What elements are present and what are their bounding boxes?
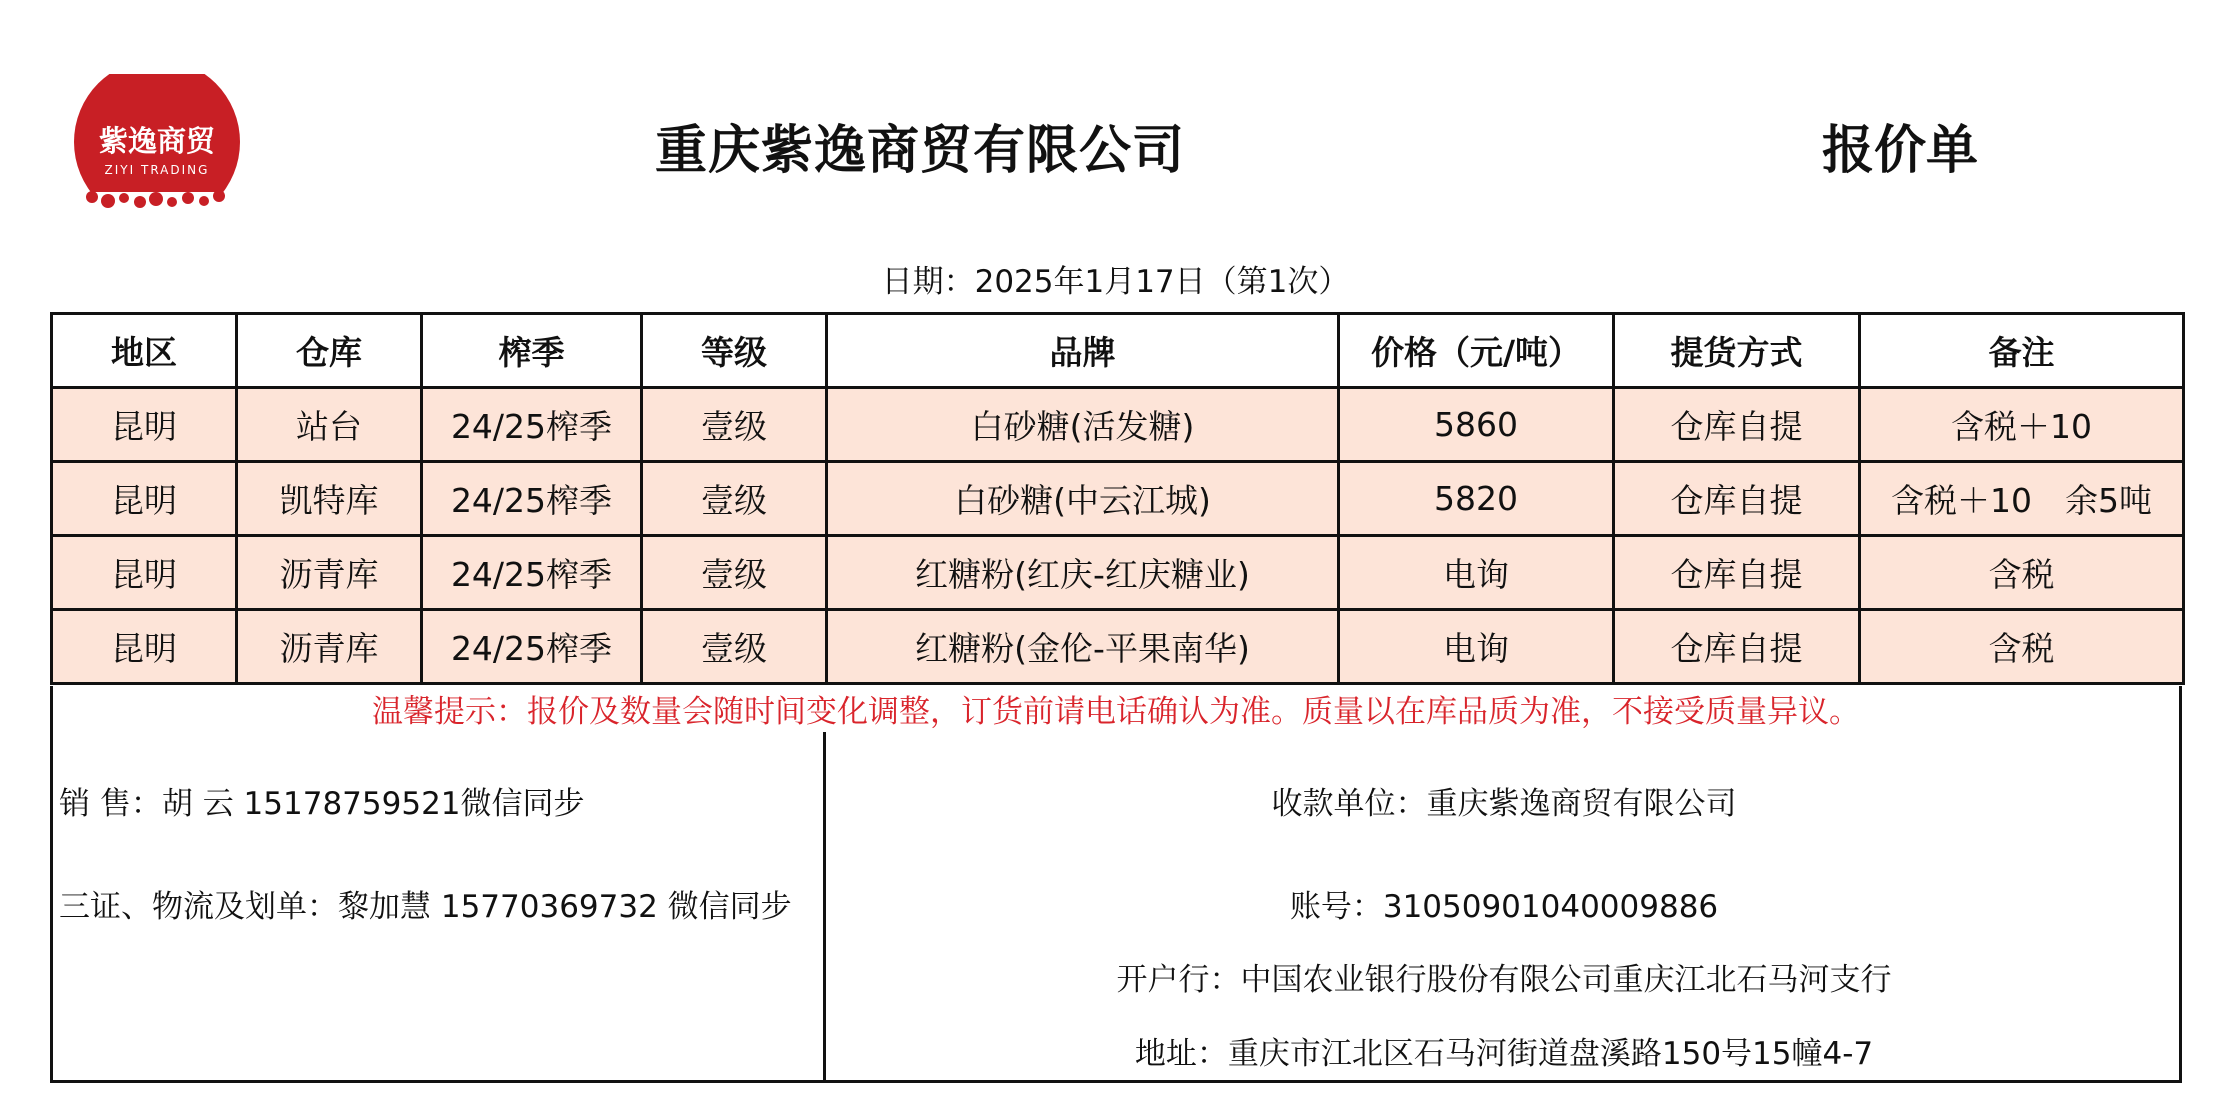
cell-season: 24/25榨季: [422, 610, 642, 684]
cell-price: 电询: [1339, 610, 1614, 684]
column-header-brand: 品牌: [827, 314, 1339, 388]
column-header-season: 榨季: [422, 314, 642, 388]
sales-contact: 销 售：胡 云 15178759521微信同步: [59, 786, 585, 822]
cell-warehouse: 凯特库: [237, 462, 422, 536]
column-header-pickup: 提货方式: [1614, 314, 1860, 388]
company-address: 地址：重庆市江北区石马河街道盘溪路150号15幢4-7: [1134, 1036, 1874, 1072]
table-row: [52, 462, 2184, 536]
cell-remarks: 含税＋10: [1860, 388, 2184, 462]
logo-subtext: ZIYI TRADING: [104, 163, 210, 177]
cell-price: 5820: [1339, 462, 1614, 536]
cell-region: 昆明: [52, 610, 237, 684]
payee-name: 收款单位：重庆紫逸商贸有限公司: [1271, 786, 1737, 822]
table-row: [52, 388, 2184, 462]
date-line: 日期：2025年1月17日（第1次）: [881, 264, 1350, 300]
quote-table: [50, 312, 2185, 685]
cell-price: 电询: [1339, 536, 1614, 610]
cell-warehouse: 站台: [237, 388, 422, 462]
cell-pickup: 仓库自提: [1614, 536, 1860, 610]
company-name: 重庆紫逸商贸有限公司: [654, 121, 1185, 181]
cell-region: 昆明: [52, 462, 237, 536]
cell-brand: 白砂糖(活发糖): [827, 388, 1339, 462]
cell-brand: 红糖粉(红庆-红庆糖业): [827, 536, 1339, 610]
logo-text: 紫逸商贸: [98, 124, 216, 158]
cell-season: 24/25榨季: [422, 388, 642, 462]
cell-pickup: 仓库自提: [1614, 462, 1860, 536]
cell-grade: 壹级: [642, 388, 827, 462]
cell-grade: 壹级: [642, 610, 827, 684]
cell-grade: 壹级: [642, 462, 827, 536]
document-type: 报价单: [1821, 121, 1978, 181]
cell-warehouse: 沥青库: [237, 610, 422, 684]
cell-price: 5860: [1339, 388, 1614, 462]
cell-pickup: 仓库自提: [1614, 388, 1860, 462]
footer-info-box: [50, 686, 2182, 1083]
cell-region: 昆明: [52, 388, 237, 462]
table-row: [52, 536, 2184, 610]
cell-remarks: 含税＋10 余5吨: [1860, 462, 2184, 536]
column-header-grade: 等级: [642, 314, 827, 388]
cell-warehouse: 沥青库: [237, 536, 422, 610]
cell-brand: 白砂糖(中云江城): [827, 462, 1339, 536]
company-logo: [72, 74, 242, 209]
column-header-region: 地区: [52, 314, 237, 388]
cell-season: 24/25榨季: [422, 462, 642, 536]
cell-season: 24/25榨季: [422, 536, 642, 610]
column-header-remarks: 备注: [1860, 314, 2184, 388]
cell-grade: 壹级: [642, 536, 827, 610]
cell-pickup: 仓库自提: [1614, 610, 1860, 684]
table-header-row: [52, 314, 2184, 388]
cell-region: 昆明: [52, 536, 237, 610]
bank-account: 账号：31050901040009886: [1289, 889, 1719, 925]
logistics-contact: 三证、物流及划单：黎加慧 15770369732 微信同步: [59, 889, 792, 925]
warm-notice: 温馨提示：报价及数量会随时间变化调整，订货前请电话确认为准。质量以在库品质为准，不接受质量异议。: [372, 694, 1860, 730]
column-header-warehouse: 仓库: [237, 314, 422, 388]
cell-remarks: 含税: [1860, 610, 2184, 684]
table-row: [52, 610, 2184, 684]
cell-brand: 红糖粉(金伦-平果南华): [827, 610, 1339, 684]
bank-name: 开户行：中国农业银行股份有限公司重庆江北石马河支行: [1116, 962, 1892, 998]
column-header-price: 价格（元/吨）: [1339, 314, 1614, 388]
cell-remarks: 含税: [1860, 536, 2184, 610]
